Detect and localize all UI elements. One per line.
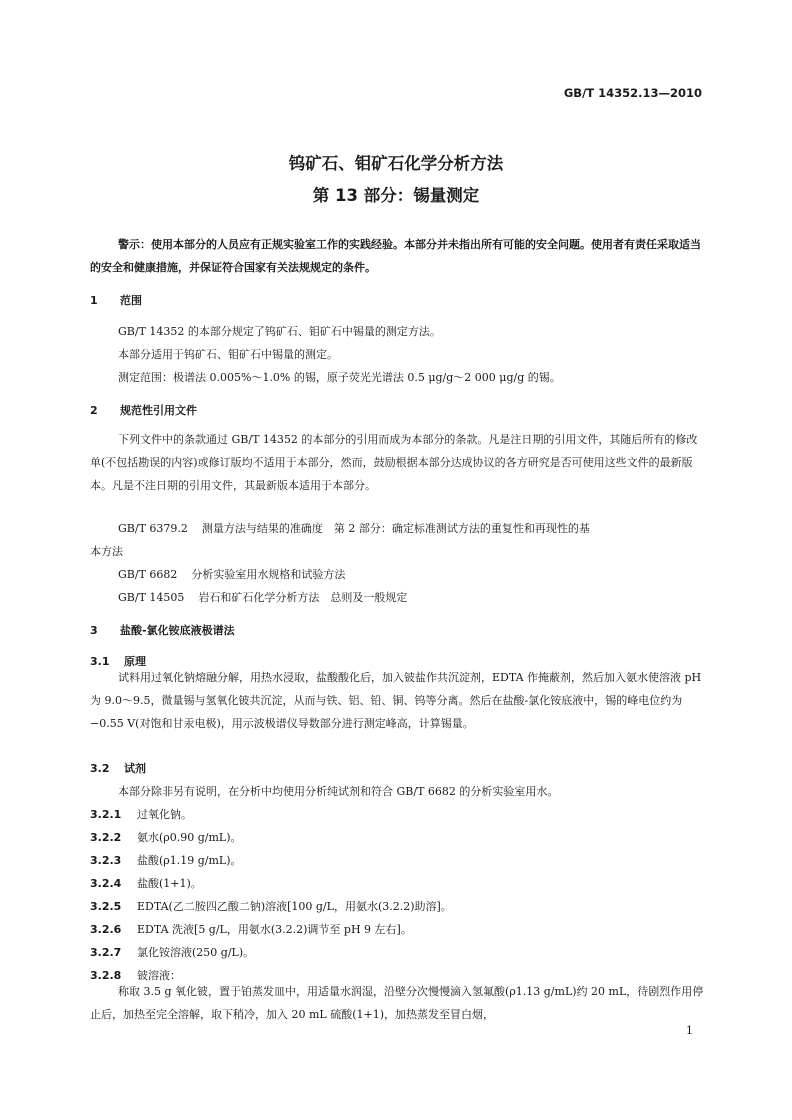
paragraph: 称取 3.5 g 氧化铍，置于铂蒸发皿中，用适量水润湿，沿壁分次慢慢滴入氢氟酸(ρ1.13 g/mL)约 20 mL，待剧烈作用停止后，加热至完全溶解，取下稍冷，加入 20 mL 硫酸(1+1)，加热蒸发至冒白烟， <box>90 985 704 1021</box>
section-2-heading <box>90 402 197 418</box>
reference-item <box>118 520 590 536</box>
reference-title: 岩石和矿石化学分析方法 总则及一般规定 <box>198 591 408 604</box>
item-text: 过氧化钠。 <box>137 808 192 821</box>
reference-item <box>118 589 407 605</box>
subsection-number: 3.1 <box>90 655 110 668</box>
reference-continuation: 本方法 <box>90 545 123 558</box>
section-title: 盐酸-氯化铵底液极谱法 <box>120 624 235 637</box>
item-text: 盐酸(ρ1.19 g/mL)。 <box>137 854 242 867</box>
item-number: 3.2.3 <box>90 854 122 867</box>
page-number: 1 <box>686 1024 693 1037</box>
reference-code: GB/T 14505 <box>118 591 185 604</box>
paragraph: 测定范围：极谱法 0.005%～1.0% 的锡，原子荧光光谱法 0.5 μg/g～2 000 μg/g 的锡。 <box>118 371 561 384</box>
paragraph: 下列文件中的条款通过 GB/T 14352 的本部分的引用而成为本部分的条款。凡是注日期的引用文件，其随后所有的修改单(不包括勘误的内容)或修订版均不适用于本部分，然而，鼓励根据本部分达成协议的各方研究是否可使用这些文件的最新版本。凡是不注日期的引用文件，其最新版本适用于本部分。 <box>90 433 698 492</box>
item-number: 3.2.2 <box>90 831 122 844</box>
paragraph: 本部分除非另有说明，在分析中均使用分析纯试剂和符合 GB/T 6682 的分析实验室用水。 <box>118 785 559 798</box>
document-subtitle: 第 13 部分：锡量测定 <box>312 186 480 205</box>
reagent-item <box>90 852 242 868</box>
paragraph: 试料用过氧化钠熔融分解，用热水浸取，盐酸酸化后，加入铍盐作共沉淀剂，EDTA 作掩蔽剂，然后加入氨水使溶液 pH 为 9.0～9.5，微量锡与氢氧化铍共沉淀，从而与铁、铝、铅、铜、钨等分离。然后在盐酸-氯化铵底液中，锡的峰电位约为 −0.55 V(对饱和甘汞电极)，用示波极谱仪导数部分进行测定峰高，计算锡量。 <box>90 671 702 730</box>
reagent-item <box>90 875 202 891</box>
subsection-3-2-heading <box>90 760 146 776</box>
item-text: EDTA(乙二胺四乙酸二钠)溶液[100 g/L，用氨水(3.2.2)助溶]。 <box>137 900 452 913</box>
reference-title: 分析实验室用水规格和试验方法 <box>191 568 346 581</box>
item-number: 3.2.8 <box>90 969 122 982</box>
item-number: 3.2.4 <box>90 877 122 890</box>
item-text: 铍溶液： <box>137 969 181 982</box>
section-number: 2 <box>90 404 98 417</box>
subsection-title: 试剂 <box>124 762 146 775</box>
reference-code: GB/T 6379.2 <box>118 522 188 535</box>
item-text: EDTA 洗液[5 g/L，用氨水(3.2.2)调节至 pH 9 左右]。 <box>137 923 412 936</box>
item-number: 3.2.5 <box>90 900 122 913</box>
safety-warning: 警示：使用本部分的人员应有正规实验室工作的实践经验。本部分并未指出所有可能的安全问题。使用者有责任采取适当的安全和健康措施，并保证符合国家有关法规规定的条件。 <box>90 238 701 274</box>
reagent-item <box>90 944 254 960</box>
reagent-item <box>90 921 412 937</box>
section-number: 3 <box>90 624 98 637</box>
section-title: 范围 <box>120 294 142 307</box>
subsection-number: 3.2 <box>90 762 110 775</box>
reference-item <box>118 566 345 582</box>
paragraph: 本部分适用于钨矿石、钼矿石中锡量的测定。 <box>118 348 338 361</box>
section-number: 1 <box>90 294 98 307</box>
section-title: 规范性引用文件 <box>120 404 197 417</box>
section-1-heading <box>90 292 142 308</box>
item-text: 氯化铵溶液(250 g/L)。 <box>137 946 255 959</box>
subsection-title: 原理 <box>124 655 146 668</box>
document-title: 钨矿石、钼矿石化学分析方法 <box>288 154 504 173</box>
reference-code: GB/T 6682 <box>118 568 178 581</box>
item-text: 氨水(ρ0.90 g/mL)。 <box>137 831 242 844</box>
paragraph: GB/T 14352 的本部分规定了钨矿石、钼矿石中锡量的测定方法。 <box>118 325 441 338</box>
item-number: 3.2.7 <box>90 946 122 959</box>
reagent-item <box>90 829 242 845</box>
reference-title: 测量方法与结果的准确度 第 2 部分：确定标准测试方法的重复性和再现性的基 <box>201 522 590 535</box>
section-3-heading <box>90 622 235 638</box>
item-number: 3.2.6 <box>90 923 122 936</box>
standard-number: GB/T 14352.13—2010 <box>563 86 702 100</box>
reagent-item <box>90 898 452 914</box>
item-number: 3.2.1 <box>90 808 122 821</box>
item-text: 盐酸(1+1)。 <box>137 877 202 890</box>
reagent-item <box>90 806 192 822</box>
